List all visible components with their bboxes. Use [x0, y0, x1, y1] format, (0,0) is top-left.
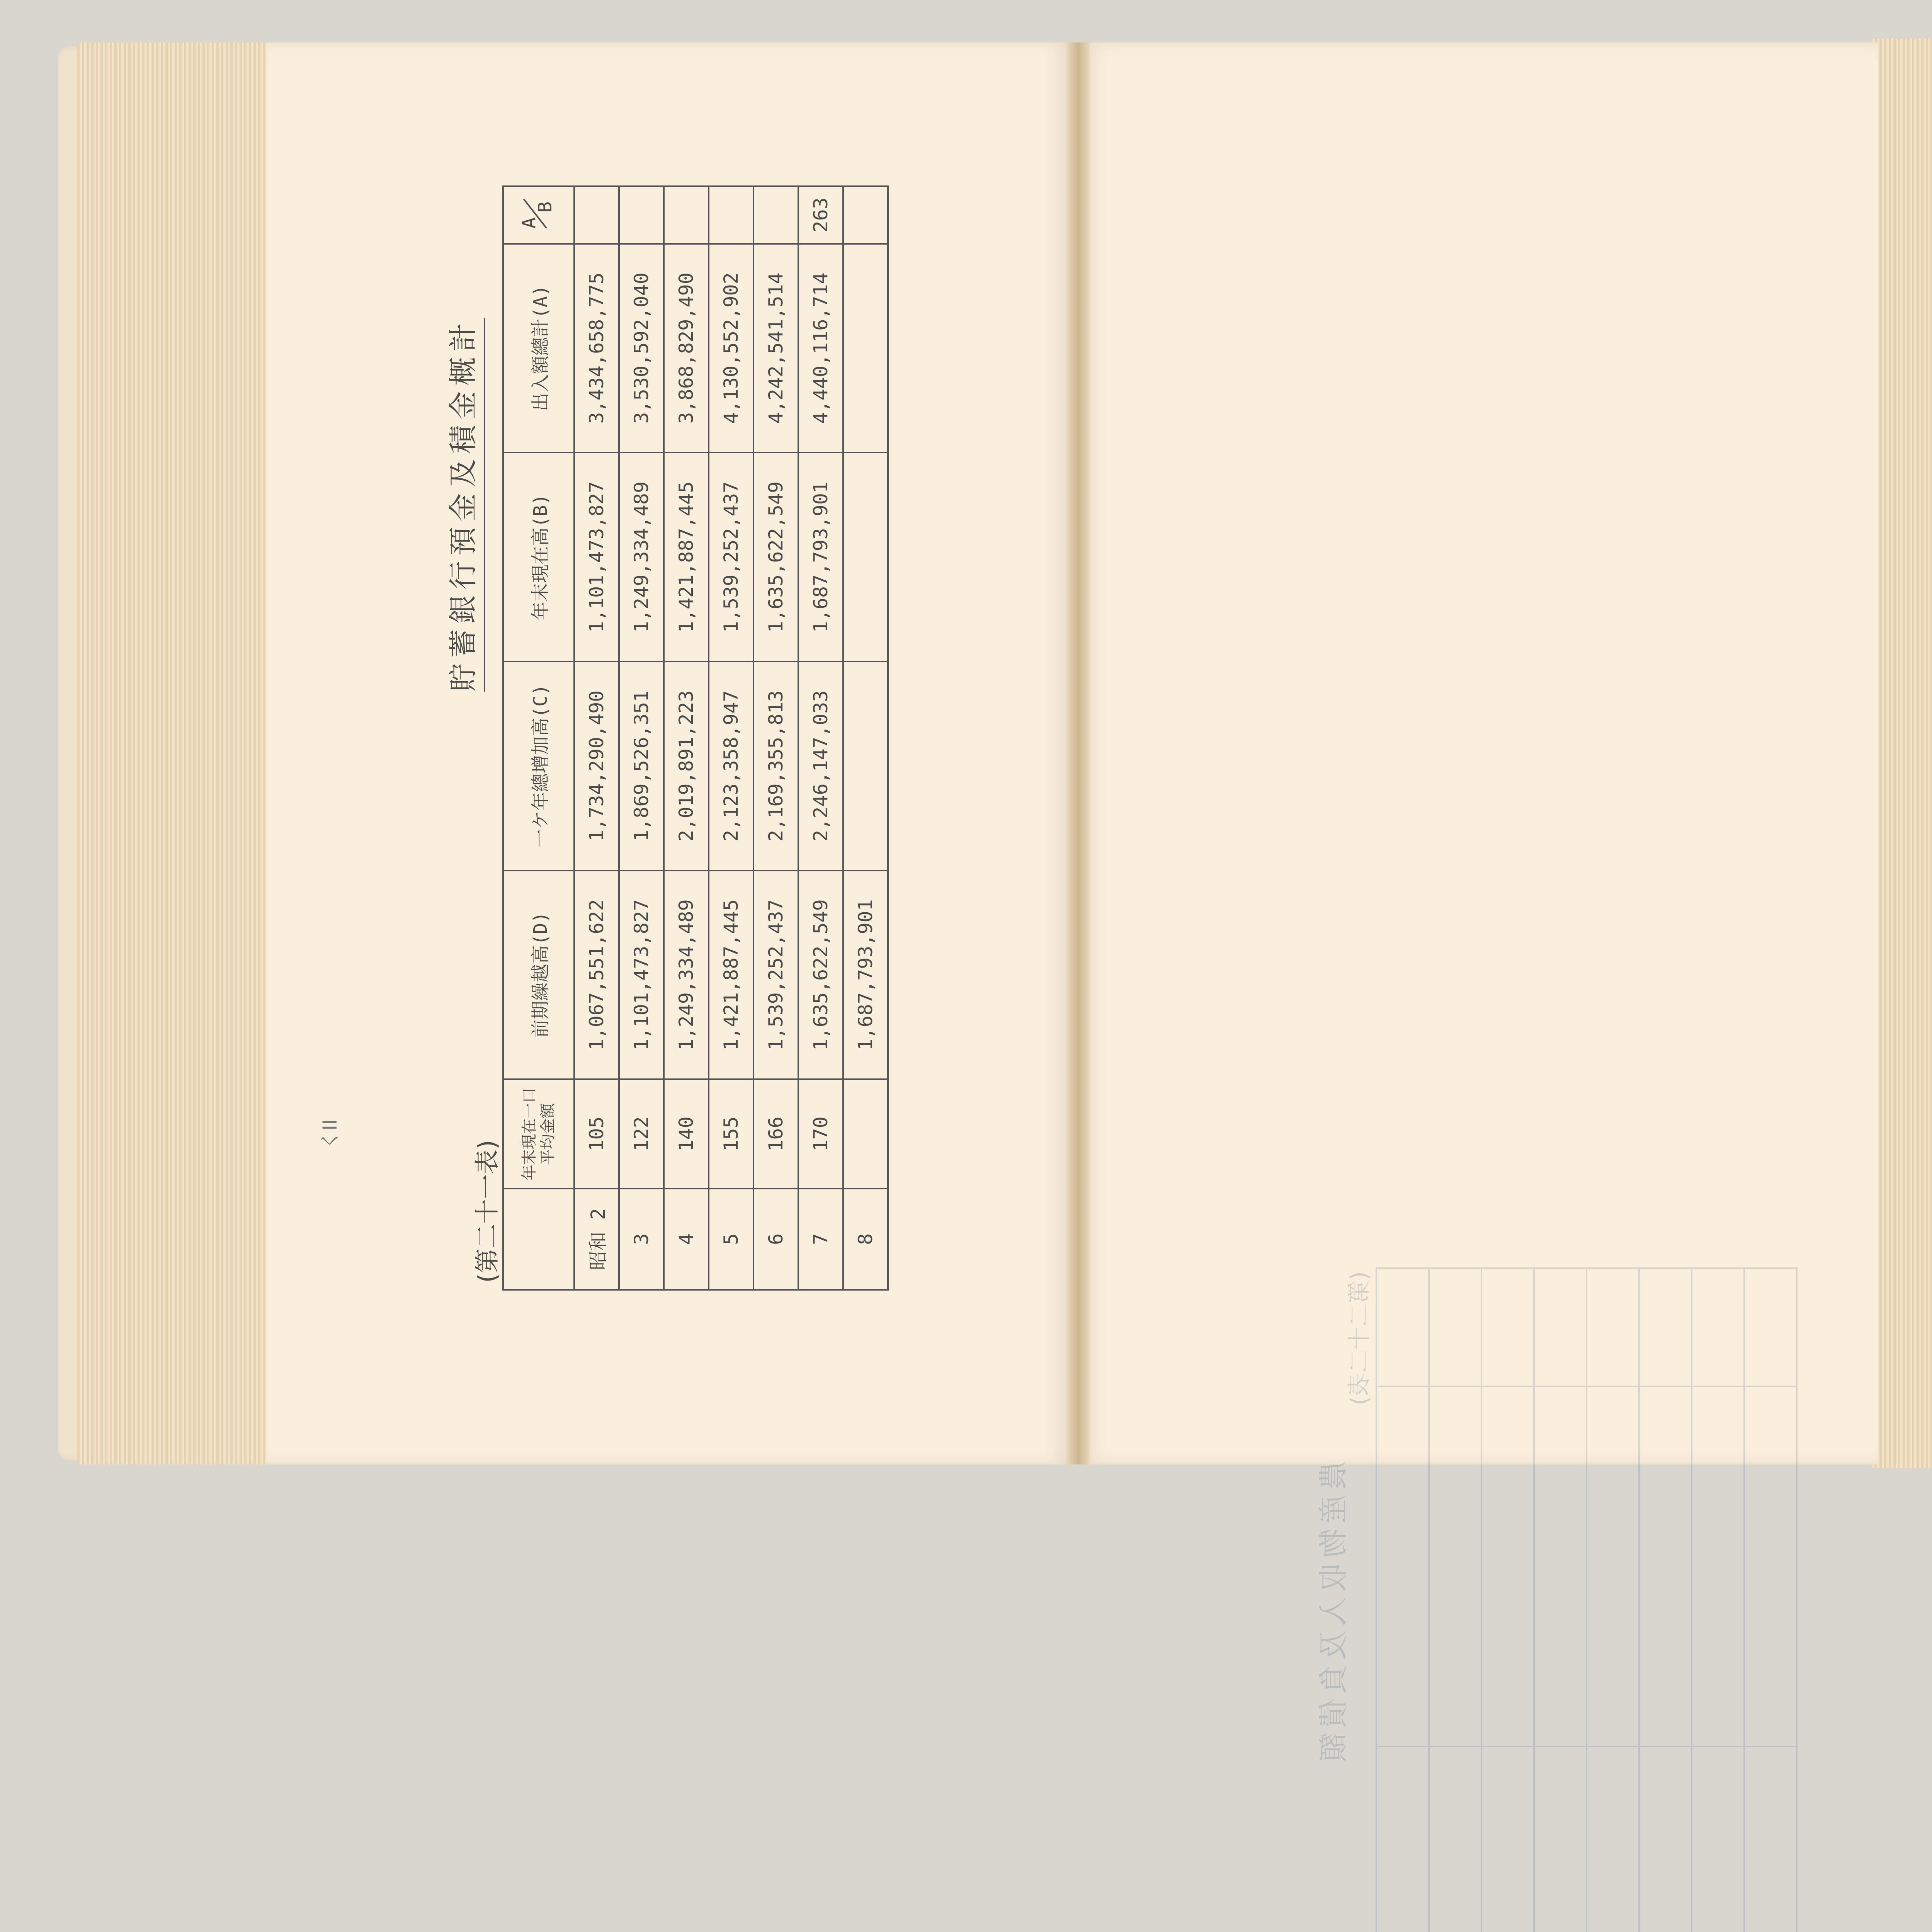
cell-avg: [574, 1079, 619, 1189]
cell-year: [619, 1189, 664, 1290]
ratio-numerator: A: [518, 217, 540, 229]
cell-incr: [753, 662, 798, 871]
cell-avg: [843, 1079, 888, 1189]
cell-prev: [619, 871, 664, 1080]
ratio-denominator: B: [534, 201, 556, 213]
table-header-row: [503, 186, 574, 1290]
cell-value: 1,101,473,827: [585, 481, 608, 633]
cell-value: 8: [854, 1233, 877, 1245]
cell-ratio: [753, 186, 798, 244]
cell-value: 1,687,793,901: [854, 899, 877, 1051]
cell-value: 1,249,334,489: [675, 899, 697, 1051]
cell-prev: [709, 871, 753, 1080]
cell-end: [843, 452, 888, 662]
cell-value: 1,101,473,827: [630, 899, 653, 1051]
table-row: [709, 186, 753, 1290]
cell-incr: [664, 662, 709, 871]
cell-value: 4,130,552,902: [720, 272, 742, 424]
cell-value: 155: [720, 1116, 742, 1151]
left-page-edges: [77, 43, 270, 1464]
era-label: 昭和: [587, 1231, 609, 1270]
cell-end: [574, 452, 619, 662]
cell-year: [843, 1189, 888, 1290]
cell-end: [664, 452, 709, 662]
right-page: [1082, 43, 1878, 1464]
cell-value: 1,635,622,549: [765, 481, 787, 633]
cell-value: 2: [587, 1208, 609, 1220]
header-avg: 年末現在一口平均金額: [503, 1079, 574, 1189]
cell-value: 3: [630, 1233, 653, 1245]
cell-prev: [753, 871, 798, 1080]
cell-value: 3,434,658,775: [585, 272, 608, 424]
cell-value: 1,687,793,901: [810, 481, 832, 633]
cell-year: [798, 1189, 843, 1290]
cell-value: 1,635,622,549: [810, 899, 832, 1051]
cell-value: 2,246,147,033: [810, 690, 832, 842]
page-number: くII: [318, 1119, 341, 1150]
cell-total: [574, 244, 619, 453]
cell-incr: [709, 662, 753, 871]
cell-value: 166: [765, 1116, 787, 1151]
cell-prev: [664, 871, 709, 1080]
cell-value: 2,169,355,813: [765, 690, 787, 842]
ghost-title: 農産物収入及負債額: [1316, 1461, 1350, 1767]
table-row: [753, 186, 798, 1290]
cell-value: 3,530,592,040: [630, 272, 653, 424]
header-year: [503, 1189, 574, 1290]
cell-value: 105: [585, 1116, 608, 1151]
cell-ratio: [664, 186, 709, 244]
cell-value: 1,539,252,437: [720, 481, 742, 633]
cell-avg: [798, 1079, 843, 1189]
cell-year: [753, 1189, 798, 1290]
cell-prev: [574, 871, 619, 1080]
header-total: 出入額總計(A): [503, 244, 574, 453]
cell-avg: [709, 1079, 753, 1189]
cell-value: 3,868,829,490: [675, 272, 697, 424]
ghost-number: (第二十二表): [1346, 1271, 1373, 1405]
table-row: [798, 186, 843, 1290]
cell-incr: [574, 662, 619, 871]
cell-value: 2,019,891,223: [675, 690, 697, 842]
cell-value: 1,734,290,490: [585, 690, 608, 842]
cell-value: 140: [675, 1116, 697, 1151]
cell-value: 1,067,551,622: [585, 899, 608, 1051]
table-caption: [433, 185, 502, 1291]
header-end: 年末現在高(B): [503, 452, 574, 662]
table-number: (第二十一表): [473, 1140, 502, 1283]
cell-total: [843, 244, 888, 453]
right-page-edges: [1870, 39, 1932, 1468]
cell-prev: [798, 871, 843, 1080]
cell-value: 1,249,334,489: [630, 481, 653, 633]
cell-end: [753, 452, 798, 662]
cell-total: [798, 244, 843, 453]
cell-incr: [619, 662, 664, 871]
cell-value: 122: [630, 1116, 653, 1151]
cell-total: [664, 244, 709, 453]
cell-year: [574, 1189, 619, 1290]
cell-ratio: [709, 186, 753, 244]
table-row: [619, 186, 664, 1290]
cell-value: 6: [765, 1233, 787, 1245]
cell-value: 4: [675, 1233, 697, 1245]
show-through-text: [1310, 1267, 1870, 1932]
cell-end: [619, 452, 664, 662]
cell-total: [753, 244, 798, 453]
cell-value: 4,242,541,514: [765, 272, 787, 424]
book-gutter: [1066, 43, 1090, 1464]
cell-prev: [843, 871, 888, 1080]
cell-value: 1,869,526,351: [630, 690, 653, 842]
table-row: [574, 186, 619, 1290]
cell-value: 5: [720, 1233, 742, 1245]
table-row: [664, 186, 709, 1290]
cell-value: 2,123,358,947: [720, 690, 742, 842]
cell-value: 7: [810, 1233, 832, 1245]
cell-value: 1,421,887,445: [720, 899, 742, 1051]
cell-year: [664, 1189, 709, 1290]
cell-total: [619, 244, 664, 453]
cell-avg: [753, 1079, 798, 1189]
ratio-fraction: [515, 197, 558, 232]
cell-avg: [619, 1079, 664, 1189]
header-ratio: [503, 186, 574, 244]
cell-ratio: [798, 186, 843, 244]
savings-table: [502, 185, 889, 1291]
rotated-table-block: [433, 185, 885, 1291]
cell-ratio: [619, 186, 664, 244]
header-prev: 前期繰越高(D): [503, 871, 574, 1080]
cell-value: 170: [810, 1116, 832, 1151]
cell-end: [709, 452, 753, 662]
cell-avg: [664, 1079, 709, 1189]
cell-end: [798, 452, 843, 662]
table-row: [843, 186, 888, 1290]
cell-year: [709, 1189, 753, 1290]
cell-incr: [843, 662, 888, 871]
ghost-table: [1376, 1267, 1798, 1932]
header-incr: 一ケ年總增加高(C): [503, 662, 574, 871]
table-title: 貯蓄銀行預金及積金概計: [440, 318, 485, 692]
cell-value: 1,421,887,445: [675, 481, 697, 633]
cell-value: 4,440,116,714: [810, 272, 832, 424]
cell-ratio: [574, 186, 619, 244]
cell-value: 263: [810, 197, 832, 233]
cell-incr: [798, 662, 843, 871]
cell-total: [709, 244, 753, 453]
cell-ratio: [843, 186, 888, 244]
cell-value: 1,539,252,437: [765, 899, 787, 1051]
